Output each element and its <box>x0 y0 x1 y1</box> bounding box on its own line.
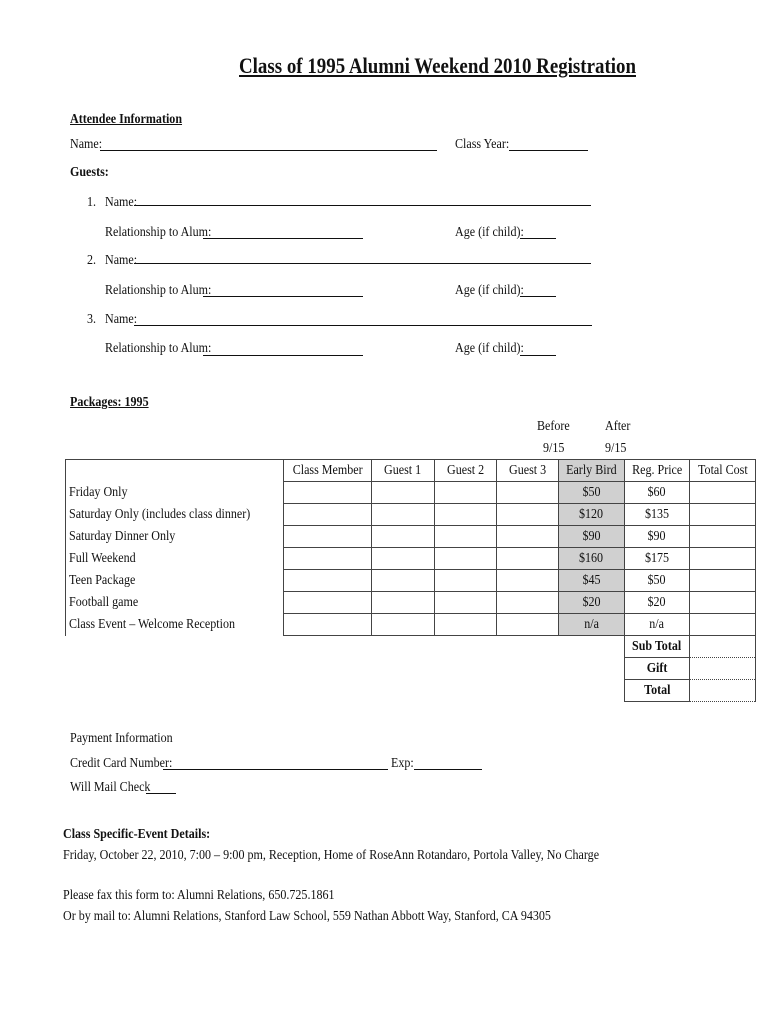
regular-price: $90 <box>624 526 689 548</box>
total-cost-cell[interactable] <box>690 592 756 614</box>
event-details-heading: Class Specific-Event Details: <box>63 827 211 842</box>
table-header-row <box>66 460 756 482</box>
guests-heading: Guests: <box>70 165 109 180</box>
column-header: Class Member <box>283 460 371 482</box>
packages-heading: Packages: 1995 <box>70 395 149 410</box>
guest-2-cell[interactable] <box>435 548 497 570</box>
guest-3-cell[interactable] <box>497 592 559 614</box>
early-bird-price: $90 <box>559 526 625 548</box>
regular-price: $20 <box>624 592 689 614</box>
column-header: Total Cost <box>690 460 756 482</box>
class-member-cell[interactable] <box>283 548 371 570</box>
payment-heading: Payment Information <box>70 731 173 746</box>
guest-3-cell[interactable] <box>497 548 559 570</box>
guest-1-cell[interactable] <box>372 482 435 504</box>
total-label: Total <box>624 680 689 702</box>
total-row <box>66 680 756 702</box>
before-header-line2: 9/15 <box>543 441 565 456</box>
package-name: Full Weekend <box>66 548 284 570</box>
card-number-label: Credit Card Number: <box>70 756 173 771</box>
package-name: Class Event – Welcome Reception <box>66 614 284 636</box>
mail-instructions: Or by mail to: Alumni Relations, Stanford Law School, 559 Nathan Abbott Way, Stanford, CA 94305 <box>63 909 551 924</box>
guest-3-cell[interactable] <box>497 614 559 636</box>
page-title: Class of 1995 Alumni Weekend 2010 Registration <box>239 53 636 78</box>
total-cost-cell[interactable] <box>690 526 756 548</box>
guest-3-relationship-label: Relationship to Alum: <box>105 341 212 356</box>
package-name: Teen Package <box>66 570 284 592</box>
guest-1-cell[interactable] <box>372 548 435 570</box>
early-bird-price: $160 <box>559 548 625 570</box>
guest-2-relationship-label: Relationship to Alum: <box>105 283 212 298</box>
early-bird-price: $20 <box>559 592 625 614</box>
event-details-text: Friday, October 22, 2010, 7:00 – 9:00 pm, Reception, Home of RoseAnn Rotandaro, Portola Valley, No Charge <box>63 848 600 863</box>
gift-label: Gift <box>624 658 689 680</box>
guest-3-relationship-field[interactable] <box>203 355 363 356</box>
class-year-label: Class Year: <box>455 137 510 152</box>
guest-3-number: 3. <box>87 312 97 327</box>
package-name: Football game <box>66 592 284 614</box>
header-package-cell <box>66 460 284 482</box>
after-header-line2: 9/15 <box>605 441 627 456</box>
guest-2-cell[interactable] <box>435 592 497 614</box>
class-member-cell[interactable] <box>283 504 371 526</box>
total-cost-cell[interactable] <box>690 548 756 570</box>
class-member-cell[interactable] <box>283 570 371 592</box>
guest-1-relationship-label: Relationship to Alum: <box>105 225 212 240</box>
class-member-cell[interactable] <box>283 526 371 548</box>
total-field[interactable] <box>690 680 756 702</box>
guest-2-number: 2. <box>87 253 97 268</box>
class-member-cell[interactable] <box>283 482 371 504</box>
guest-2-cell[interactable] <box>435 614 497 636</box>
guest-2-age-label: Age (if child): <box>455 283 524 298</box>
subtotal-row <box>66 636 756 658</box>
class-member-cell[interactable] <box>283 614 371 636</box>
package-name: Saturday Only (includes class dinner) <box>66 504 284 526</box>
guest-3-cell[interactable] <box>497 482 559 504</box>
regular-price: $60 <box>624 482 689 504</box>
guest-3-cell[interactable] <box>497 526 559 548</box>
guest-1-number: 1. <box>87 195 97 210</box>
guest-2-cell[interactable] <box>435 526 497 548</box>
guest-1-cell[interactable] <box>372 592 435 614</box>
exp-field[interactable] <box>414 769 482 770</box>
attendee-heading: Attendee Information <box>70 112 183 127</box>
guest-2-name-label: Name: <box>105 253 138 268</box>
table-row <box>66 504 756 526</box>
guest-1-cell[interactable] <box>372 526 435 548</box>
guest-2-name-field[interactable] <box>134 263 591 264</box>
guest-3-name-field[interactable] <box>134 325 592 326</box>
total-cost-cell[interactable] <box>690 482 756 504</box>
guest-3-cell[interactable] <box>497 504 559 526</box>
total-cost-cell[interactable] <box>690 570 756 592</box>
regular-price: $135 <box>624 504 689 526</box>
column-header: Guest 2 <box>435 460 497 482</box>
packages-table <box>65 459 756 702</box>
subtotal-label: Sub Total <box>624 636 689 658</box>
guest-2-cell[interactable] <box>435 482 497 504</box>
early-bird-price: $45 <box>559 570 625 592</box>
regular-price: $50 <box>624 570 689 592</box>
guest-1-name-label: Name: <box>105 195 138 210</box>
guest-3-age-label: Age (if child): <box>455 341 524 356</box>
after-header-line1: After <box>605 419 631 434</box>
guest-2-cell[interactable] <box>435 570 497 592</box>
total-cost-cell[interactable] <box>690 504 756 526</box>
table-row <box>66 548 756 570</box>
guest-3-cell[interactable] <box>497 570 559 592</box>
table-row <box>66 570 756 592</box>
attendee-name-label: Name: <box>70 137 103 152</box>
guest-2-cell[interactable] <box>435 504 497 526</box>
before-header-line1: Before <box>537 419 570 434</box>
card-number-field[interactable] <box>163 769 388 770</box>
guest-2-relationship-field[interactable] <box>203 296 363 297</box>
guest-1-age-field[interactable] <box>520 238 556 239</box>
early-bird-price: $120 <box>559 504 625 526</box>
mail-check-field[interactable] <box>146 793 176 794</box>
column-header: Guest 1 <box>372 460 435 482</box>
table-row <box>66 482 756 504</box>
guest-3-name-label: Name: <box>105 312 138 327</box>
column-header: Early Bird <box>559 460 625 482</box>
gift-row <box>66 658 756 680</box>
guest-1-cell[interactable] <box>372 504 435 526</box>
table-row <box>66 614 756 636</box>
gift-field[interactable] <box>690 658 756 680</box>
column-header: Guest 3 <box>497 460 559 482</box>
guest-3-age-field[interactable] <box>520 355 556 356</box>
mail-check-label: Will Mail Check <box>70 780 151 795</box>
exp-label: Exp: <box>391 756 414 771</box>
package-name: Saturday Dinner Only <box>66 526 284 548</box>
column-header: Reg. Price <box>624 460 689 482</box>
package-name: Friday Only <box>66 482 284 504</box>
subtotal-field[interactable] <box>690 636 756 658</box>
guest-1-name-field[interactable] <box>134 205 591 206</box>
class-year-field[interactable] <box>509 150 588 151</box>
guest-1-age-label: Age (if child): <box>455 225 524 240</box>
fax-instructions: Please fax this form to: Alumni Relations, 650.725.1861 <box>63 888 335 903</box>
regular-price: $175 <box>624 548 689 570</box>
table-row <box>66 526 756 548</box>
guest-1-cell[interactable] <box>372 614 435 636</box>
attendee-name-field[interactable] <box>100 150 437 151</box>
regular-price: n/a <box>624 614 689 636</box>
early-bird-price: $50 <box>559 482 625 504</box>
guest-2-age-field[interactable] <box>520 296 556 297</box>
table-row <box>66 592 756 614</box>
guest-1-cell[interactable] <box>372 570 435 592</box>
class-member-cell[interactable] <box>283 592 371 614</box>
early-bird-price: n/a <box>559 614 625 636</box>
total-cost-cell[interactable] <box>690 614 756 636</box>
guest-1-relationship-field[interactable] <box>203 238 363 239</box>
